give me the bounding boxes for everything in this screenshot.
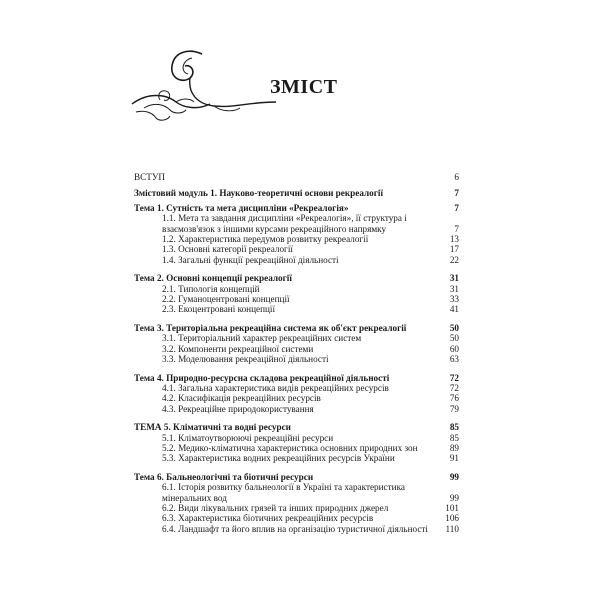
table-of-contents: [134, 172, 459, 534]
toc-entry-title: 4.2. Класифікація рекреаційних ресурсів: [162, 393, 321, 404]
toc-entry-title: 4.3. Рекреаційне природокористування: [162, 403, 314, 414]
toc-entry-title: 2.1. Типологія концепцій: [162, 283, 260, 294]
toc-entry-title: Тема 2. Основні концепції рекреалогії: [134, 273, 292, 284]
toc-entry-title: Змістовий модуль 1. Науково-теоретичні основи рекреалогії: [134, 188, 384, 199]
toc-entry-title: Тема 6. Бальнеологічні та біотичні ресурси: [134, 471, 314, 482]
toc-subentry[interactable]: [134, 344, 459, 354]
toc-subentry[interactable]: [134, 383, 459, 393]
toc-subentry[interactable]: [134, 304, 459, 314]
toc-subentry[interactable]: [134, 255, 459, 265]
toc-entry-title: ВСТУП: [134, 172, 166, 182]
toc-entry-title: 6.3. Характеристика біотичних рекреаційних ресурсів: [162, 513, 374, 524]
toc-entry-title: 1.1. Мета та завдання дисципліни «Рекреалогія», її структура і взаємозв'язок з іншими курсами рекреаційного напрямку: [162, 213, 407, 234]
toc-topic-heading[interactable]: [134, 373, 459, 383]
toc-subentry[interactable]: [134, 453, 459, 463]
toc-page-number: 72: [449, 382, 459, 393]
toc-topic-heading[interactable]: [134, 203, 459, 213]
toc-page-number: 41: [449, 304, 459, 315]
toc-page-number: 33: [449, 294, 459, 305]
toc-module-heading[interactable]: [134, 188, 459, 198]
toc-topic-heading[interactable]: [134, 273, 459, 283]
toc-entry-title: 5.3. Характеристика водних рекреаційних ресурсів України: [162, 453, 395, 464]
toc-subentry[interactable]: [134, 503, 459, 513]
toc-entry-title: 3.1. Територіальний характер рекреаційних систем: [162, 333, 362, 344]
toc-page-number: 101: [445, 502, 459, 513]
toc-subentry[interactable]: [134, 513, 459, 523]
toc-topic-heading[interactable]: [134, 422, 459, 432]
toc-subentry[interactable]: [134, 234, 459, 244]
toc-subentry[interactable]: [134, 433, 459, 443]
toc-page-number: 79: [449, 403, 459, 414]
page-title: ЗМІСТ: [270, 76, 338, 98]
toc-entry-title: 1.2. Характеристика передумов розвитку рекреалогії: [162, 234, 369, 245]
toc-entry-title: 1.3. Основні категорії рекреалогії: [162, 244, 293, 255]
toc-page-number: 91: [449, 453, 459, 464]
toc-page-number: 50: [449, 322, 459, 333]
toc-subentry[interactable]: [134, 404, 459, 414]
toc-page-number: 17: [449, 244, 459, 255]
toc-page-number: 7: [454, 202, 459, 213]
toc-subentry[interactable]: [134, 524, 459, 534]
toc-entry-title: 4.1. Загальна характеристика видів рекреаційних ресурсів: [162, 382, 389, 393]
toc-page-number: 31: [449, 283, 459, 294]
toc-subentry[interactable]: [134, 294, 459, 304]
toc-entry-title: 2.2. Гуманоцентровані концепції: [162, 294, 290, 305]
toc-entry-title: 3.2. Компоненти рекреаційної системи: [162, 343, 314, 354]
flourish-ornament: [130, 46, 280, 126]
toc-page-number: 85: [449, 422, 459, 433]
toc-entry-title: 5.1. Кліматоутворюючі рекреаційні ресурси: [162, 432, 334, 443]
toc-subentry[interactable]: [134, 244, 459, 254]
toc-page-number: 85: [449, 432, 459, 443]
toc-subentry[interactable]: [134, 213, 459, 234]
toc-entry-title: 5.2. Медико-кліматична характеристика основних природних зон: [162, 442, 418, 453]
toc-page-number: 6: [454, 172, 459, 182]
toc-page-number: 22: [449, 254, 459, 265]
toc-subentry[interactable]: [134, 393, 459, 403]
toc-page-number: 99: [449, 471, 459, 482]
toc-page-number: 7: [454, 188, 459, 199]
toc-subentry[interactable]: [134, 284, 459, 294]
toc-entry-title: 6.4. Ландшафт та його вплив на організацію туристичної діяльності: [162, 523, 428, 534]
toc-subentry[interactable]: [134, 333, 459, 343]
toc-entry-title: Тема 4. Природно-ресурсна складова рекреаційної діяльності: [134, 372, 390, 383]
toc-page-number: 99: [449, 492, 459, 503]
toc-entry-title: 1.4. Загальні функції рекреаційної діяльності: [162, 254, 339, 265]
toc-page-number: 110: [445, 523, 459, 534]
toc-entry-title: 6.1. Історія розвитку бальнеології в Україні та характеристика мінеральних вод: [162, 482, 405, 503]
toc-topic-heading[interactable]: [134, 472, 459, 482]
toc-entry-intro[interactable]: [134, 172, 459, 182]
toc-page-number: 63: [449, 354, 459, 365]
toc-subentry[interactable]: [134, 354, 459, 364]
toc-page-number: 72: [449, 372, 459, 383]
toc-entry-title: 6.2. Види лікувальних грязей та інших природних джерел: [162, 502, 389, 513]
toc-entry-title: Тема 3. Територіальна рекреаційна система як об'єкт рекреалогії: [134, 322, 407, 333]
toc-topic-heading[interactable]: [134, 323, 459, 333]
toc-subentry[interactable]: [134, 443, 459, 453]
toc-subentry[interactable]: [134, 482, 459, 503]
toc-page-number: 13: [449, 234, 459, 245]
toc-page-number: 50: [449, 333, 459, 344]
toc-page-number: 106: [445, 513, 459, 524]
toc-entry-title: ТЕМА 5. Кліматичні та водні ресурси: [134, 422, 291, 433]
toc-entry-title: Тема 1. Сутність та мета дисципліни «Рекреалогія»: [134, 202, 349, 213]
toc-page-number: 89: [449, 442, 459, 453]
toc-entry-title: 3.3. Моделювання рекреаційної діяльності: [162, 354, 329, 365]
toc-page-number: 31: [449, 273, 459, 284]
toc-page-number: 76: [449, 393, 459, 404]
toc-page-number: 7: [454, 223, 459, 234]
toc-entry-title: 2.3. Екоцентровані концепції: [162, 304, 276, 315]
toc-page-number: 60: [449, 343, 459, 354]
